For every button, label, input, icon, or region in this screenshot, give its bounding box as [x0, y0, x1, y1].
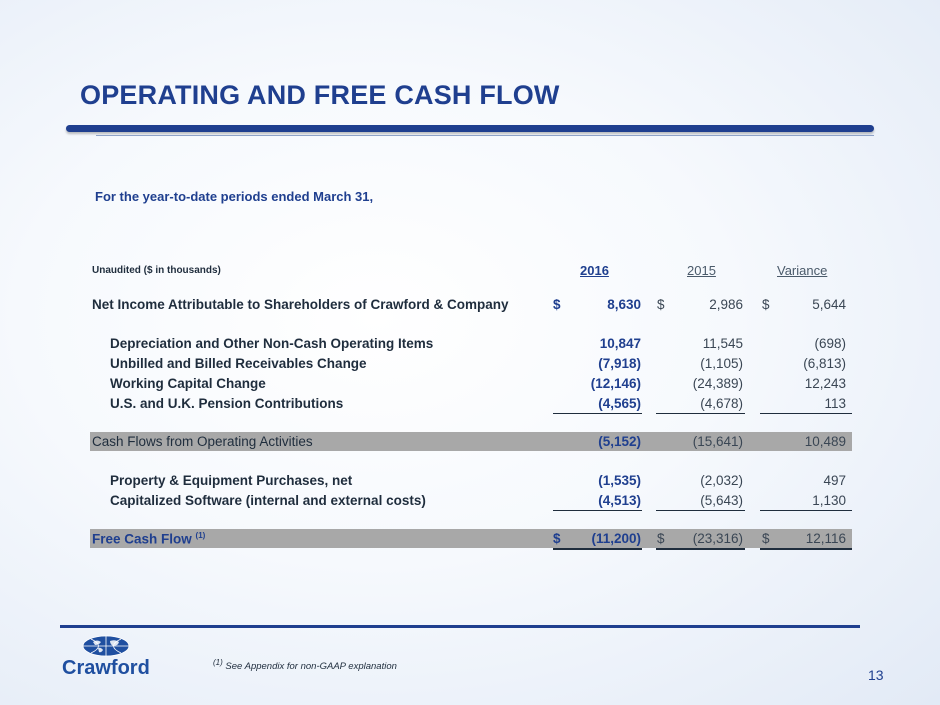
value-variance: (6,813) — [803, 356, 846, 371]
row-label: Unbilled and Billed Receivables Change — [110, 356, 367, 371]
underline — [553, 510, 642, 511]
underline — [760, 510, 852, 511]
table-row-fcf — [0, 529, 940, 549]
double-underline — [760, 548, 852, 550]
footnote-marker: (1) — [213, 658, 223, 667]
table-row-cfo — [0, 432, 940, 452]
value-variance: 10,489 — [804, 434, 846, 449]
row-label: Cash Flows from Operating Activities — [92, 434, 313, 449]
fcf-label-text: Free Cash Flow — [92, 531, 192, 547]
footnote — [213, 658, 397, 672]
double-underline — [553, 548, 642, 550]
table-row-net-income — [0, 295, 940, 315]
value-variance: (698) — [814, 336, 846, 351]
underline — [656, 510, 745, 511]
underline — [553, 413, 642, 414]
row-label: Capitalized Software (internal and external costs) — [110, 493, 426, 508]
value-2016: (12,146) — [590, 376, 641, 391]
value-2015: (15,641) — [692, 434, 743, 449]
value-2016: (1,535) — [598, 473, 641, 488]
table-row-working-capital — [0, 374, 940, 394]
value-2015: (1,105) — [700, 356, 743, 371]
value-2015: (2,032) — [700, 473, 743, 488]
value-variance: 5,644 — [812, 297, 846, 312]
table-row-depreciation — [0, 334, 940, 354]
table-row-pension — [0, 394, 940, 414]
underline — [656, 413, 745, 414]
value-2015: (23,316) — [692, 531, 743, 546]
subtitle: For the year-to-date periods ended March 31, — [95, 189, 374, 204]
globe-icon — [83, 636, 129, 656]
row-label: Depreciation and Other Non-Cash Operating Items — [110, 336, 434, 351]
column-header-variance: Variance — [777, 263, 828, 278]
dollar-sign: $ — [762, 297, 770, 312]
dollar-sign: $ — [553, 297, 561, 312]
value-variance: 113 — [824, 396, 846, 411]
row-label — [92, 531, 205, 547]
value-2015: (24,389) — [692, 376, 743, 391]
dollar-sign: $ — [762, 531, 770, 546]
double-underline — [656, 548, 745, 550]
value-2015: (5,643) — [700, 493, 743, 508]
dollar-sign: $ — [657, 297, 665, 312]
value-variance: 12,116 — [805, 531, 846, 546]
table-row-software — [0, 491, 940, 511]
dollar-sign: $ — [553, 531, 561, 546]
crawford-logo — [58, 634, 180, 680]
unaudited-label: Unaudited ($ in thousands) — [92, 265, 221, 276]
value-2016: (4,513) — [598, 493, 641, 508]
value-variance: 1,130 — [812, 493, 846, 508]
row-label: Working Capital Change — [110, 376, 266, 391]
underline — [760, 413, 852, 414]
value-2016: (5,152) — [598, 434, 641, 449]
value-2016: 10,847 — [599, 336, 641, 351]
footer-rule — [60, 625, 860, 628]
logo-text: Crawford — [62, 657, 150, 679]
table-row-property — [0, 471, 940, 491]
value-variance: 12,243 — [804, 376, 846, 391]
title-rule — [66, 125, 874, 132]
row-label: U.S. and U.K. Pension Contributions — [110, 396, 344, 411]
value-2016: (11,200) — [591, 531, 641, 546]
value-variance: 497 — [823, 473, 846, 488]
footnote-marker: (1) — [195, 531, 206, 540]
row-label: Net Income Attributable to Shareholders of Crawford & Company — [92, 297, 509, 312]
value-2016: (4,565) — [598, 396, 641, 411]
title-rule-thin — [96, 135, 874, 136]
value-2015: 11,545 — [702, 336, 743, 351]
value-2015: 2,986 — [709, 297, 743, 312]
page-title: OPERATING AND FREE CASH FLOW — [80, 80, 560, 110]
dollar-sign: $ — [657, 531, 665, 546]
table-row-receivables — [0, 354, 940, 374]
footnote-text: See Appendix for non-GAAP explanation — [225, 661, 397, 673]
column-header-2015: 2015 — [687, 263, 716, 278]
value-2015: (4,678) — [700, 396, 743, 411]
row-label: Property & Equipment Purchases, net — [110, 473, 353, 488]
page-number: 13 — [868, 667, 884, 683]
column-header-2016: 2016 — [580, 263, 609, 278]
value-2016: (7,918) — [598, 356, 641, 371]
value-2016: 8,630 — [607, 297, 641, 312]
